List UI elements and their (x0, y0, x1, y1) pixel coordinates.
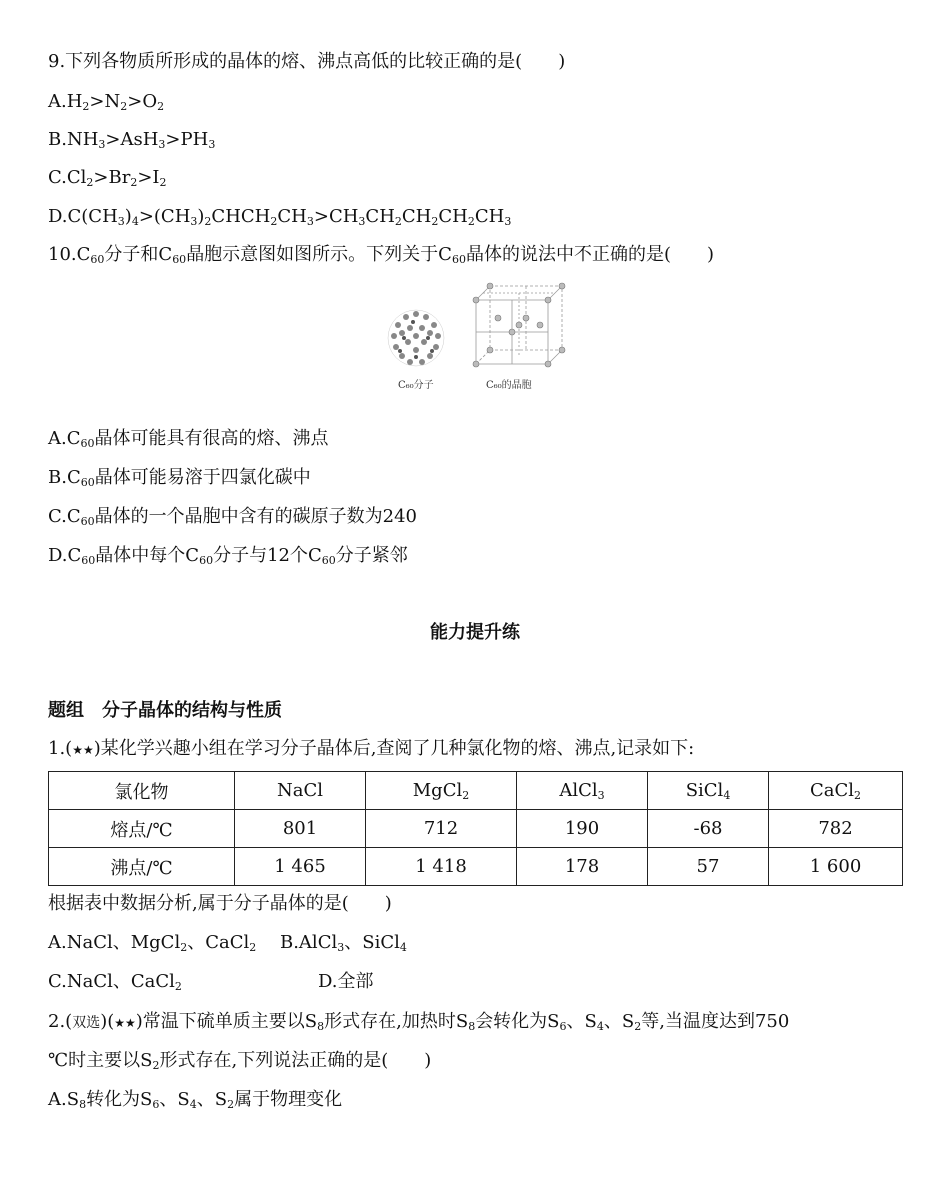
table-cell: 1 600 (769, 848, 903, 886)
q2-stem-line2: ℃时主要以$S_2$形式存在,下列说法正确的是( ) (48, 1050, 432, 1072)
q10-option-d: $D.C_{60}$晶体中每个$C_{60}$分子与12个$C_{60}$分子紧邻 (48, 545, 408, 567)
q1-option-ab: A.NaCl、MgCl$_2$、CaCl$_2$ B.AlCl$_3$、SiCl$_4$ (48, 932, 407, 954)
table-cell: 1 418 (366, 848, 517, 886)
table-cell: 712 (366, 810, 517, 848)
q1-after-table: 根据表中数据分析,属于分子晶体的是( ) (48, 893, 392, 914)
table-row (49, 810, 903, 848)
table-cell: 782 (769, 810, 903, 848)
table-header: NaCl (235, 772, 366, 810)
q9-option-c: $C.Cl_2>Br_2>I_2$ (48, 167, 167, 189)
q1-option-c: C.NaCl、CaCl$_2$ (48, 971, 182, 993)
table-cell: -68 (648, 810, 769, 848)
table-header: MgCl$_2$ (366, 772, 517, 810)
q10-option-c: $C.C_{60}$晶体的一个晶胞中含有的碳原子数为240 (48, 506, 417, 528)
q10-stem: $10.C_{60}$分子和$C_{60}$晶胞示意图如图所示。下列关于$C_{60}$晶体的说法中不正确的是( ) (48, 244, 715, 266)
c60-unit-cell-label: C₆₀的晶胞 (486, 380, 532, 391)
table-cell: 57 (648, 848, 769, 886)
q1-stem: 1.(★★)某化学兴趣小组在学习分子晶体后,查阅了几种氯化物的熔、沸点,记录如下: (48, 738, 695, 759)
table-row (49, 848, 903, 886)
q9-option-a: $A.H_2>N_2>O_2$ (48, 91, 165, 113)
q2-option-a: $A.S_8$转化为$S_6$、$S_4$、$S_2$属于物理变化 (48, 1089, 343, 1111)
table-header: CaCl$_2$ (769, 772, 903, 810)
q9-option-b: $B.NH_3>AsH_3>PH_3$ (48, 129, 216, 151)
section-title: 能力提升练 (430, 622, 520, 643)
q10-option-b: $B.C_{60}$晶体可能易溶于四氯化碳中 (48, 467, 311, 489)
q1-option-d: D.全部 (318, 971, 374, 992)
chloride-table (48, 771, 903, 886)
table-header: 氯化物 (49, 772, 235, 810)
table-cell: 178 (517, 848, 648, 886)
c60-molecule-diagram (388, 310, 444, 391)
q10-option-a: $A.C_{60}$晶体可能具有很高的熔、沸点 (48, 428, 329, 450)
table-header: AlCl$_3$ (517, 772, 648, 810)
q2-stem-line1: 2.(双选)(★★)常温下硫单质主要以$S_8$形式存在,加热时$S_8$会转化为$S_6$、$S_4$、$S_2$等,当温度达到750 (48, 1011, 790, 1033)
c60-molecule-label: C₆₀分子 (398, 380, 434, 391)
table-cell: 190 (517, 810, 648, 848)
table-header: SiCl$_4$ (648, 772, 769, 810)
group-title: 题组 分子晶体的结构与性质 (48, 700, 282, 721)
c60-figure (380, 278, 580, 398)
table-cell: 熔点/℃ (49, 810, 235, 848)
table-cell: 1 465 (235, 848, 366, 886)
table-header-row (49, 772, 903, 810)
q9-stem: 9.下列各物质所形成的晶体的熔、沸点高低的比较正确的是( ) (48, 51, 566, 72)
q9-option-d: $D.C(CH_3)_4>(CH_3)_2CHCH_2CH_3>CH_3CH_2CH_2CH_2CH_3$ (48, 206, 512, 228)
table-cell: 801 (235, 810, 366, 848)
c60-unit-cell-diagram (473, 283, 565, 391)
table-cell: 沸点/℃ (49, 848, 235, 886)
